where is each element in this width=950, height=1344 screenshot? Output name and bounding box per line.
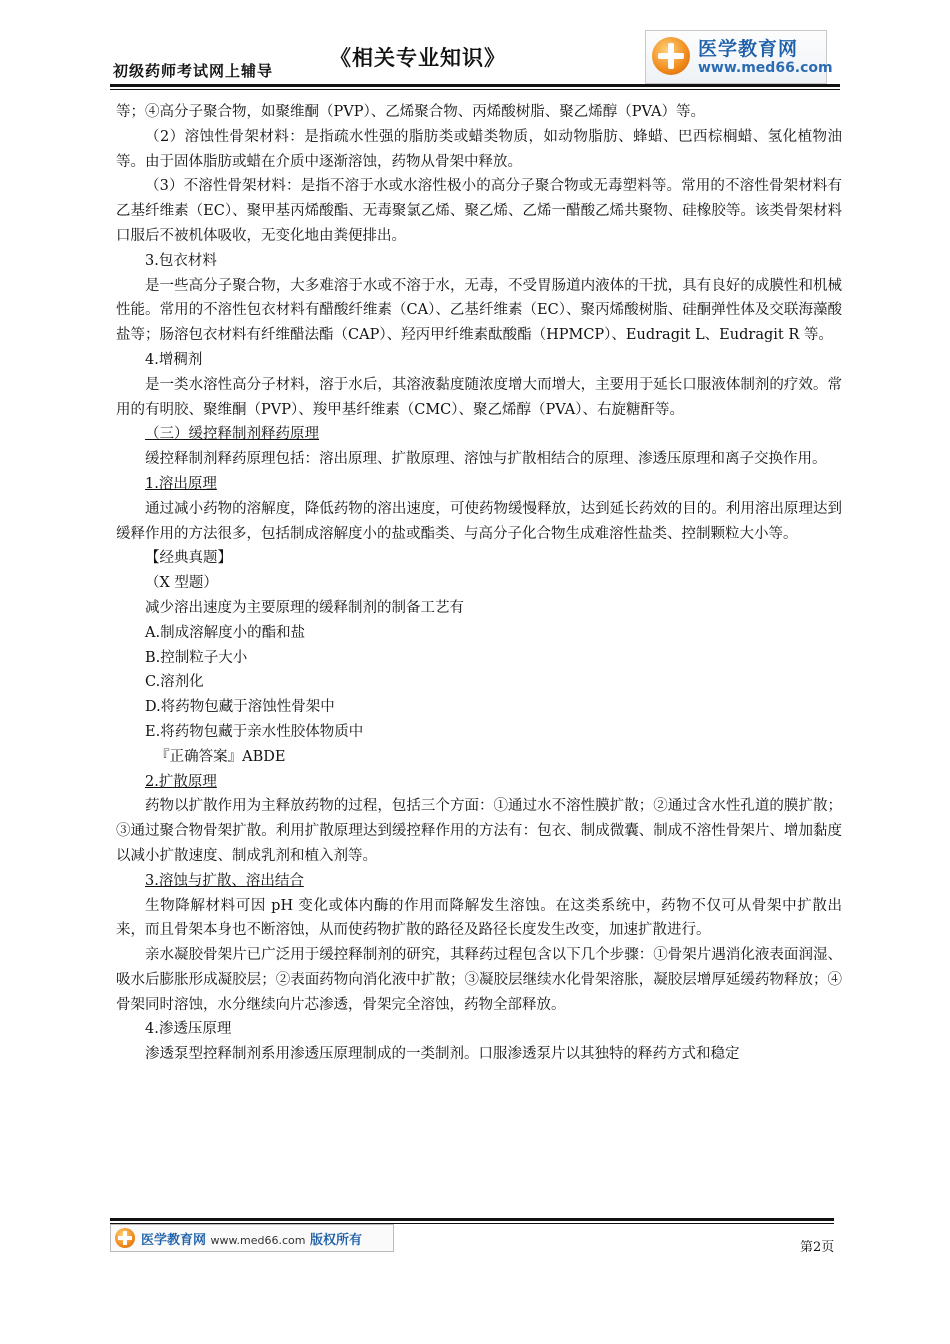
page-header xyxy=(0,0,950,100)
paragraph: 3.包衣材料 xyxy=(145,252,217,269)
paragraph: 通过减小药物的溶解度，降低药物的溶出速度，可使药物缓慢释放，达到延长药效的目的。利用溶出原理达到缓释作用的方法很多，包括制成溶解度小的盐或酯类、与高分子化合物生成难溶性盐类、控制颗粒大小等。 xyxy=(116,500,842,542)
cross-emblem-icon xyxy=(115,1228,135,1248)
section-heading: 3.溶蚀与扩散、溶出结合 xyxy=(145,872,304,889)
paragraph: （2）溶蚀性骨架材料：是指疏水性强的脂肪类或蜡类物质，如动物脂肪、蜂蜡、巴西棕榈蜡、氢化植物油等。由于固体脂肪或蜡在介质中逐渐溶蚀，药物从骨架中释放。 xyxy=(116,128,842,170)
paragraph: 『正确答案』ABDE xyxy=(155,748,286,765)
paragraph xyxy=(116,869,842,894)
paragraph xyxy=(116,422,842,447)
paragraph: （X 型题） xyxy=(145,575,218,592)
logo-name: 医学教育网 xyxy=(698,38,799,60)
header-rule-thin xyxy=(110,89,840,90)
paragraph: 缓控释制剂释药原理包括：溶出原理、扩散原理、溶蚀与扩散相结合的原理、渗透压原理和离子交换作用。 xyxy=(145,451,827,468)
paragraph: 渗透泵型控释制剂系用渗透压原理制成的一类制剂。口服渗透泵片以其独特的释药方式和稳定 xyxy=(145,1046,740,1063)
section-heading: （三）缓控释制剂释药原理 xyxy=(145,426,319,443)
page-number: 第2页 xyxy=(800,1240,835,1255)
footer-rights: 版权所有 xyxy=(310,1233,363,1248)
paragraph: 减少溶出速度为主要原理的缓释制剂的制备工艺有 xyxy=(145,599,464,616)
paragraph: B.控制粒子大小 xyxy=(145,649,248,666)
paragraph: （3）不溶性骨架材料：是指不溶于水或水溶性极小的高分子聚合物或无毒塑料等。常用的不溶性骨架材料有乙基纤维素（EC）、聚甲基丙烯酸酯、无毒聚氯乙烯、聚乙烯、乙烯一醋酸乙烯共聚物、硅橡胶等。该类骨架材料口服后不被机体吸收，无变化地由粪便排出。 xyxy=(116,178,842,244)
site-logo[interactable] xyxy=(645,30,833,84)
paragraph: 【经典真题】 xyxy=(145,550,232,567)
paragraph: 是一些高分子聚合物，大多难溶于水或不溶于水，无毒，不受胃肠道内液体的干扰，具有良好的成膜性和机械性能。常用的不溶性包衣材料有醋酸纤维素（CA）、乙基纤维素（EC）、聚丙烯酸树脂、硅酮弹性体及交联海藻酸盐等；肠溶包衣材料有纤维醋法酯（CAP）、羟丙甲纤维素酞酸酯（HPMCP）、Eudragit L、Eudragit R 等。 xyxy=(116,277,842,344)
paragraph: 4.增稠剂 xyxy=(145,351,203,368)
document-body xyxy=(116,100,842,1067)
paragraph: A.制成溶解度小的酯和盐 xyxy=(145,624,306,641)
paragraph: D.将药物包藏于溶蚀性骨架中 xyxy=(145,699,335,716)
footer-url: www.med66.com xyxy=(210,1234,306,1247)
paragraph xyxy=(116,472,842,497)
header-left-label: 初级药师考试网上辅导 xyxy=(113,62,274,80)
footer-rule xyxy=(110,1218,834,1221)
logo-url: www.med66.com xyxy=(698,60,833,76)
header-title: 《相关专业知识》 xyxy=(330,46,506,70)
paragraph: 生物降解材料可因 pH 变化或体内酶的作用而降解发生溶蚀。在这类系统中，药物不仅可从骨架中扩散出来，而且骨架本身也不断溶蚀，从而使药物扩散的路径及路径长度发生改变，加速扩散进行。 xyxy=(116,897,842,939)
paragraph: 是一类水溶性高分子材料，溶于水后，其溶液黏度随浓度增大而增大，主要用于延长口服液体制剂的疗效。常用的有明胶、聚维酮（PVP）、羧甲基纤维素（CMC）、聚乙烯醇（PVA）、右旋糖酐等。 xyxy=(116,376,842,418)
section-heading: 1.溶出原理 xyxy=(145,475,217,492)
footer-brand: 医学教育网 xyxy=(141,1233,207,1248)
paragraph: 亲水凝胶骨架片已广泛用于缓控释制剂的研究，其释药过程包含以下几个步骤：①骨架片遇消化液表面润湿、吸水后膨胀形成凝胶层；②表面药物向消化液中扩散；③凝胶层继续水化骨架溶胀，凝胶层增厚延缓药物释放；④骨架同时溶蚀，水分继续向片芯渗透，骨架完全溶蚀，药物全部释放。 xyxy=(116,947,842,1013)
cross-emblem-icon xyxy=(652,37,690,75)
paragraph: C.溶剂化 xyxy=(145,674,204,691)
section-heading: 2.扩散原理 xyxy=(145,773,217,790)
paragraph: 等；④高分子聚合物，如聚维酮（PVP）、乙烯聚合物、丙烯酸树脂、聚乙烯醇（PVA）等。 xyxy=(116,104,705,120)
header-rule xyxy=(110,84,840,87)
paragraph: E.将药物包藏于亲水性胶体物质中 xyxy=(145,723,364,740)
paragraph: 药物以扩散作用为主释放药物的过程，包括三个方面：①通过水不溶性膜扩散；②通过含水性孔道的膜扩散；③通过聚合物骨架扩散。利用扩散原理达到缓控释作用的方法有：包衣、制成微囊、制成不溶性骨架片、增加黏度以减小扩散速度、制成乳剂和植入剂等。 xyxy=(116,798,842,864)
paragraph xyxy=(116,770,842,795)
footer-text xyxy=(141,1229,362,1248)
footer-logo[interactable] xyxy=(110,1224,394,1252)
paragraph: 4.渗透压原理 xyxy=(145,1021,232,1038)
